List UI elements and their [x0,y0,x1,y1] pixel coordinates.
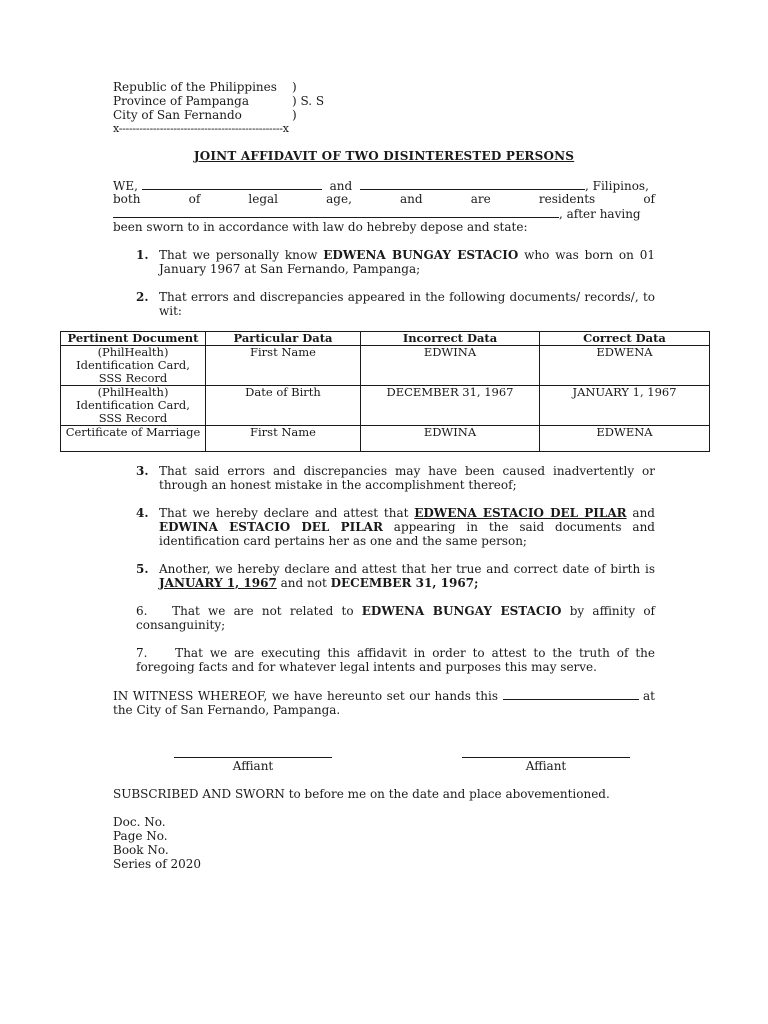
item-5-date-incorrect: DECEMBER 31, 1967; [330,576,479,590]
book-no: Book No. [113,843,169,857]
name-blank-1 [142,178,322,190]
table-row [61,346,710,386]
signature-line-right [462,757,630,758]
witness-paragraph [113,688,655,717]
document-title: JOINT AFFIDAVIT OF TWO DISINTERESTED PERSONS [193,149,575,163]
table-cell: First Name [206,426,361,452]
page-no: Page No. [113,829,168,843]
item-5-number: 5. [136,562,149,576]
item-1-name: EDWENA BUNGAY ESTACIO [323,248,519,262]
table-cell: Certificate of Marriage [61,426,206,452]
table-cell: DECEMBER 31, 1967 [361,386,540,426]
table-cell: First Name [206,346,361,386]
item-1-lead: That we personally know [159,248,324,262]
table-cell: EDWINA [361,346,540,386]
item-1-number: 1. [136,248,149,262]
header-province: Province of Pampanga [113,94,249,108]
item-4-text [159,506,655,548]
signature-line-left [174,757,332,758]
table-row [61,386,710,426]
table-cell: Date of Birth [206,386,361,426]
affiant-label-right: Affiant [525,759,567,773]
table-cell: JANUARY 1, 1967 [540,386,710,426]
item-6-text [136,604,659,632]
intro-line-1 [113,178,655,193]
residence-blank [113,206,559,218]
item-6-lead: 6. That we are not related to [136,604,362,618]
witness-lead: IN WITNESS WHEREOF, we have hereunto set our hands this [113,689,503,703]
date-blank [503,688,639,700]
item-4-number: 4. [136,506,149,520]
subscribed-statement: SUBSCRIBED AND SWORN to before me on the date and place abovementioned. [113,787,610,801]
table-row [61,426,710,452]
header-ss: ) S. S [292,94,325,108]
intro-filipinos: , Filipinos, [584,179,649,193]
header-separator: x------------------------------------------------x [113,122,289,135]
item-3-number: 3. [136,464,149,478]
doc-no: Doc. No. [113,815,166,829]
item-1-text [159,248,655,276]
item-2-number: 2. [136,290,149,304]
header-paren: ) [292,80,297,94]
intro-and: and [329,179,353,193]
item-4-name-1: EDWENA ESTACIO DEL PILAR [414,506,627,520]
item-6-name: EDWENA BUNGAY ESTACIO [361,604,562,618]
table-cell: EDWINA [361,426,540,452]
item-6-tail: by affinity of consanguinity; [136,604,659,632]
item-5-text [159,562,655,590]
item-5-lead: Another, we hereby declare and attest that her true and correct date of birth is [159,562,655,576]
series: Series of 2020 [113,857,201,871]
intro-line-2: both of legal age, and are residents of [113,192,655,206]
item-2-text: That errors and discrepancies appeared in the following documents/ records/, to wit: [159,290,655,318]
table-header: Pertinent Document [61,332,206,346]
affiant-label-left: Affiant [232,759,274,773]
table-header: Incorrect Data [361,332,540,346]
table-cell: EDWENA [540,426,710,452]
table-cell: (PhilHealth) Identification Card, SSS Record [61,386,206,426]
name-blank-2 [360,178,585,190]
table-header: Particular Data [206,332,361,346]
item-7-text: 7. That we are executing this affidavit in order to attest to the truth of the foregoing facts and for whatever legal intents and purposes this may serve. [136,646,659,674]
item-4-name-2: EDWINA ESTACIO DEL PILAR [159,520,383,534]
table-cell: (PhilHealth) Identification Card, SSS Record [61,346,206,386]
item-5-and-not: and not [276,576,331,590]
intro-after-having: , after having [559,207,641,221]
item-4-and: and [626,506,655,520]
intro-line-3 [113,206,655,221]
header-republic: Republic of the Philippines [113,80,277,94]
table-cell: EDWENA [540,346,710,386]
witness-tail: at the City of San Fernando, Pampanga. [113,689,655,717]
table-header: Correct Data [540,332,710,346]
item-5-date-correct: JANUARY 1, 1967 [159,576,277,590]
item-1-tail: who was born on 01 January 1967 at San Fernando, Pampanga; [159,248,655,276]
intro-we: WE, [113,179,138,193]
item-3-text: That said errors and discrepancies may have been caused inadvertently or through an honest mistake in the accomplishment thereof; [159,464,655,492]
item-4-lead: That we hereby declare and attest that [159,506,415,520]
header-paren: ) [292,108,297,122]
item-4-tail: appearing in the said documents and identification card pertains her as one and the same person; [159,520,655,548]
table-header-row [61,332,710,346]
header-city: City of San Fernando [113,108,242,122]
documents-table [60,331,710,452]
intro-line-4: been sworn to in accordance with law do hebreby depose and state: [113,220,528,234]
